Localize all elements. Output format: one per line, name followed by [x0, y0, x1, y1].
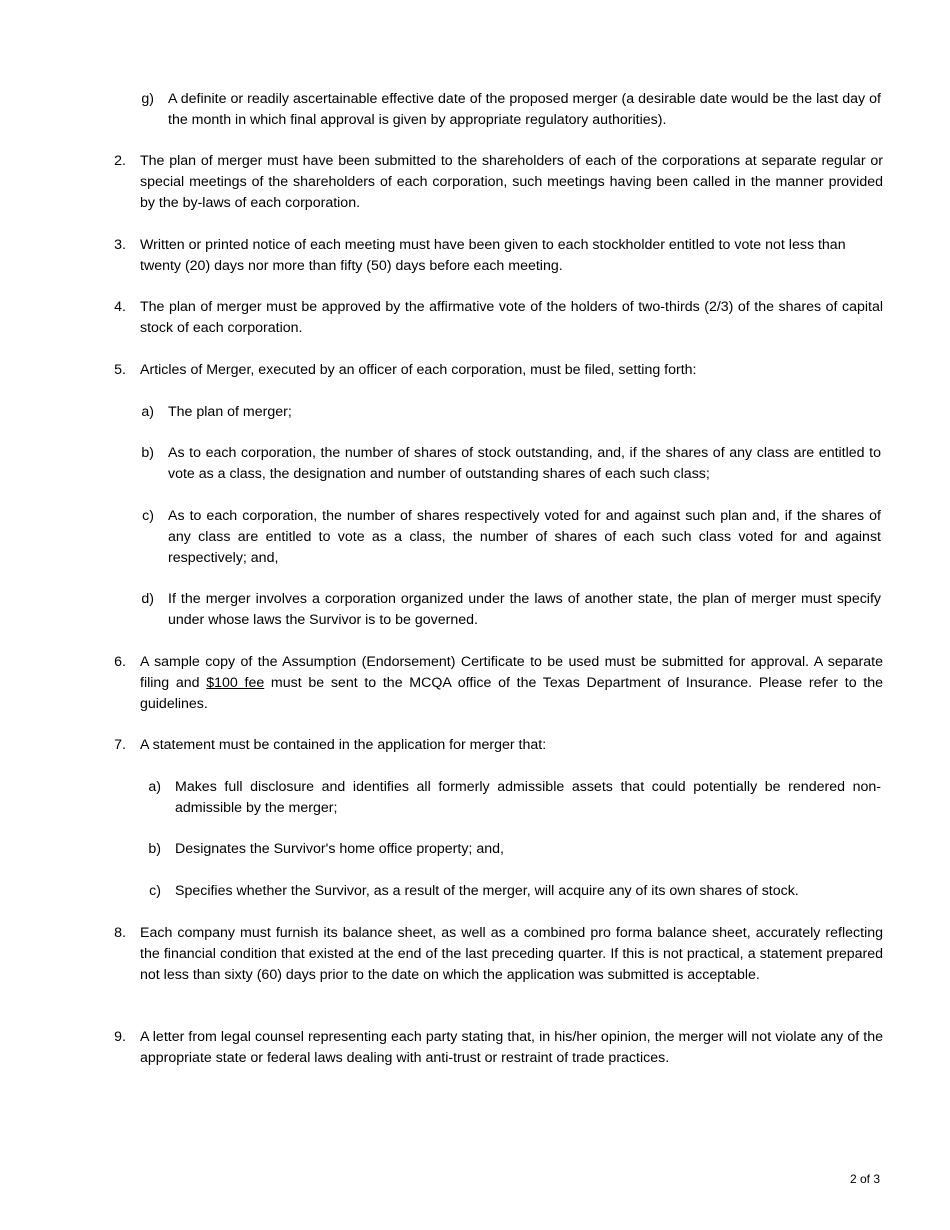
list-marker: 3.	[114, 237, 126, 253]
list-marker: 7.	[114, 737, 126, 753]
fee-amount: $100 fee	[206, 675, 265, 691]
list-item	[140, 589, 881, 631]
list-item	[112, 652, 883, 715]
list-item	[112, 735, 883, 756]
list-item	[147, 881, 881, 902]
list-item	[140, 506, 881, 569]
list-marker: 4.	[114, 299, 126, 315]
list-item-text: The plan of merger must be approved by the affirmative vote of the holders of two-thirds (2/3) of the shares of capital stock of each corporation.	[140, 299, 883, 336]
list-item-text: Designates the Survivor's home office property; and,	[175, 841, 504, 857]
list-item	[112, 235, 883, 277]
list-item-text: Articles of Merger, executed by an officer of each corporation, must be filed, setting forth:	[140, 362, 697, 378]
list-item	[140, 402, 881, 423]
list-marker: 6.	[114, 654, 126, 670]
list-item	[112, 297, 883, 339]
page-number: 2 of 3	[849, 1172, 880, 1186]
list-marker: a)	[141, 404, 154, 420]
list-item-text: A definite or readily ascertainable effective date of the proposed merger (a desirable date would be the last day of the month in which final approval is given by appropriate regulatory authorities).	[168, 91, 881, 128]
list-item-text	[140, 652, 883, 715]
list-item-text: Written or printed notice of each meeting must have been given to each stockholder entitled to vote not less than twenty (20) days nor more than fifty (50) days before each meeting.	[140, 237, 846, 274]
list-marker: 2.	[114, 153, 126, 169]
list-item	[112, 1027, 883, 1069]
list-item	[147, 839, 881, 860]
list-item	[140, 443, 881, 485]
list-item-text: As to each corporation, the number of shares respectively voted for and against such plan and, if the shares of any class are entitled to vote as a class, the number of shares of each such class voted for and against respectively; and,	[168, 508, 881, 566]
fee-sentence-end: must be sent to the MCQA office of the Texas Department of Insurance. Please refer to the guidelines.	[140, 675, 884, 712]
list-item	[112, 151, 883, 214]
list-item-text: Each company must furnish its balance sheet, as well as a combined pro forma balance sheet, accurately reflecting the financial condition that existed at the end of the last preceding quarter. If this is not practical, a statement prepared not less than sixty (60) days prior to the date on which the application was submitted is acceptable.	[140, 925, 883, 983]
list-item-text: Makes full disclosure and identifies all formerly admissible assets that could potentially be rendered non-admissible by the merger;	[175, 779, 881, 816]
list-item	[140, 89, 881, 131]
fee-sentence-start: A sample copy of the Assumption (Endorsement) Certificate to be used must be submitted for approval. A separate filing and	[140, 654, 883, 691]
list-item-text: A statement must be contained in the application for merger that:	[140, 737, 547, 753]
list-item-text: As to each corporation, the number of shares of stock outstanding, and, if the shares of any class are entitled to vote as a class, the designation and number of outstanding shares of each such class;	[168, 445, 881, 482]
list-marker: 9.	[114, 1029, 126, 1045]
list-item-text: The plan of merger;	[168, 404, 292, 420]
list-item	[147, 777, 881, 819]
list-item	[112, 923, 883, 986]
list-marker: 5.	[114, 362, 126, 378]
list-marker: c)	[142, 508, 154, 524]
list-marker: g)	[141, 91, 154, 107]
list-marker: a)	[148, 779, 161, 795]
list-item-text: The plan of merger must have been submitted to the shareholders of each of the corporations at separate regular or special meetings of the shareholders of each corporation, such meetings having been called in the manner provided by the by-laws of each corporation.	[140, 153, 883, 211]
list-marker: c)	[149, 883, 161, 899]
list-marker: 8.	[114, 925, 126, 941]
list-marker: d)	[141, 591, 154, 607]
list-marker: b)	[141, 445, 154, 461]
list-item-text: A letter from legal counsel representing each party stating that, in his/her opinion, the merger will not violate any of the appropriate state or federal laws dealing with anti-trust or restraint of trade practices.	[140, 1029, 883, 1066]
list-item-text: Specifies whether the Survivor, as a result of the merger, will acquire any of its own shares of stock.	[175, 883, 799, 899]
list-marker: b)	[148, 841, 161, 857]
list-item	[112, 360, 883, 381]
list-item-text: If the merger involves a corporation organized under the laws of another state, the plan of merger must specify under whose laws the Survivor is to be governed.	[168, 591, 881, 628]
